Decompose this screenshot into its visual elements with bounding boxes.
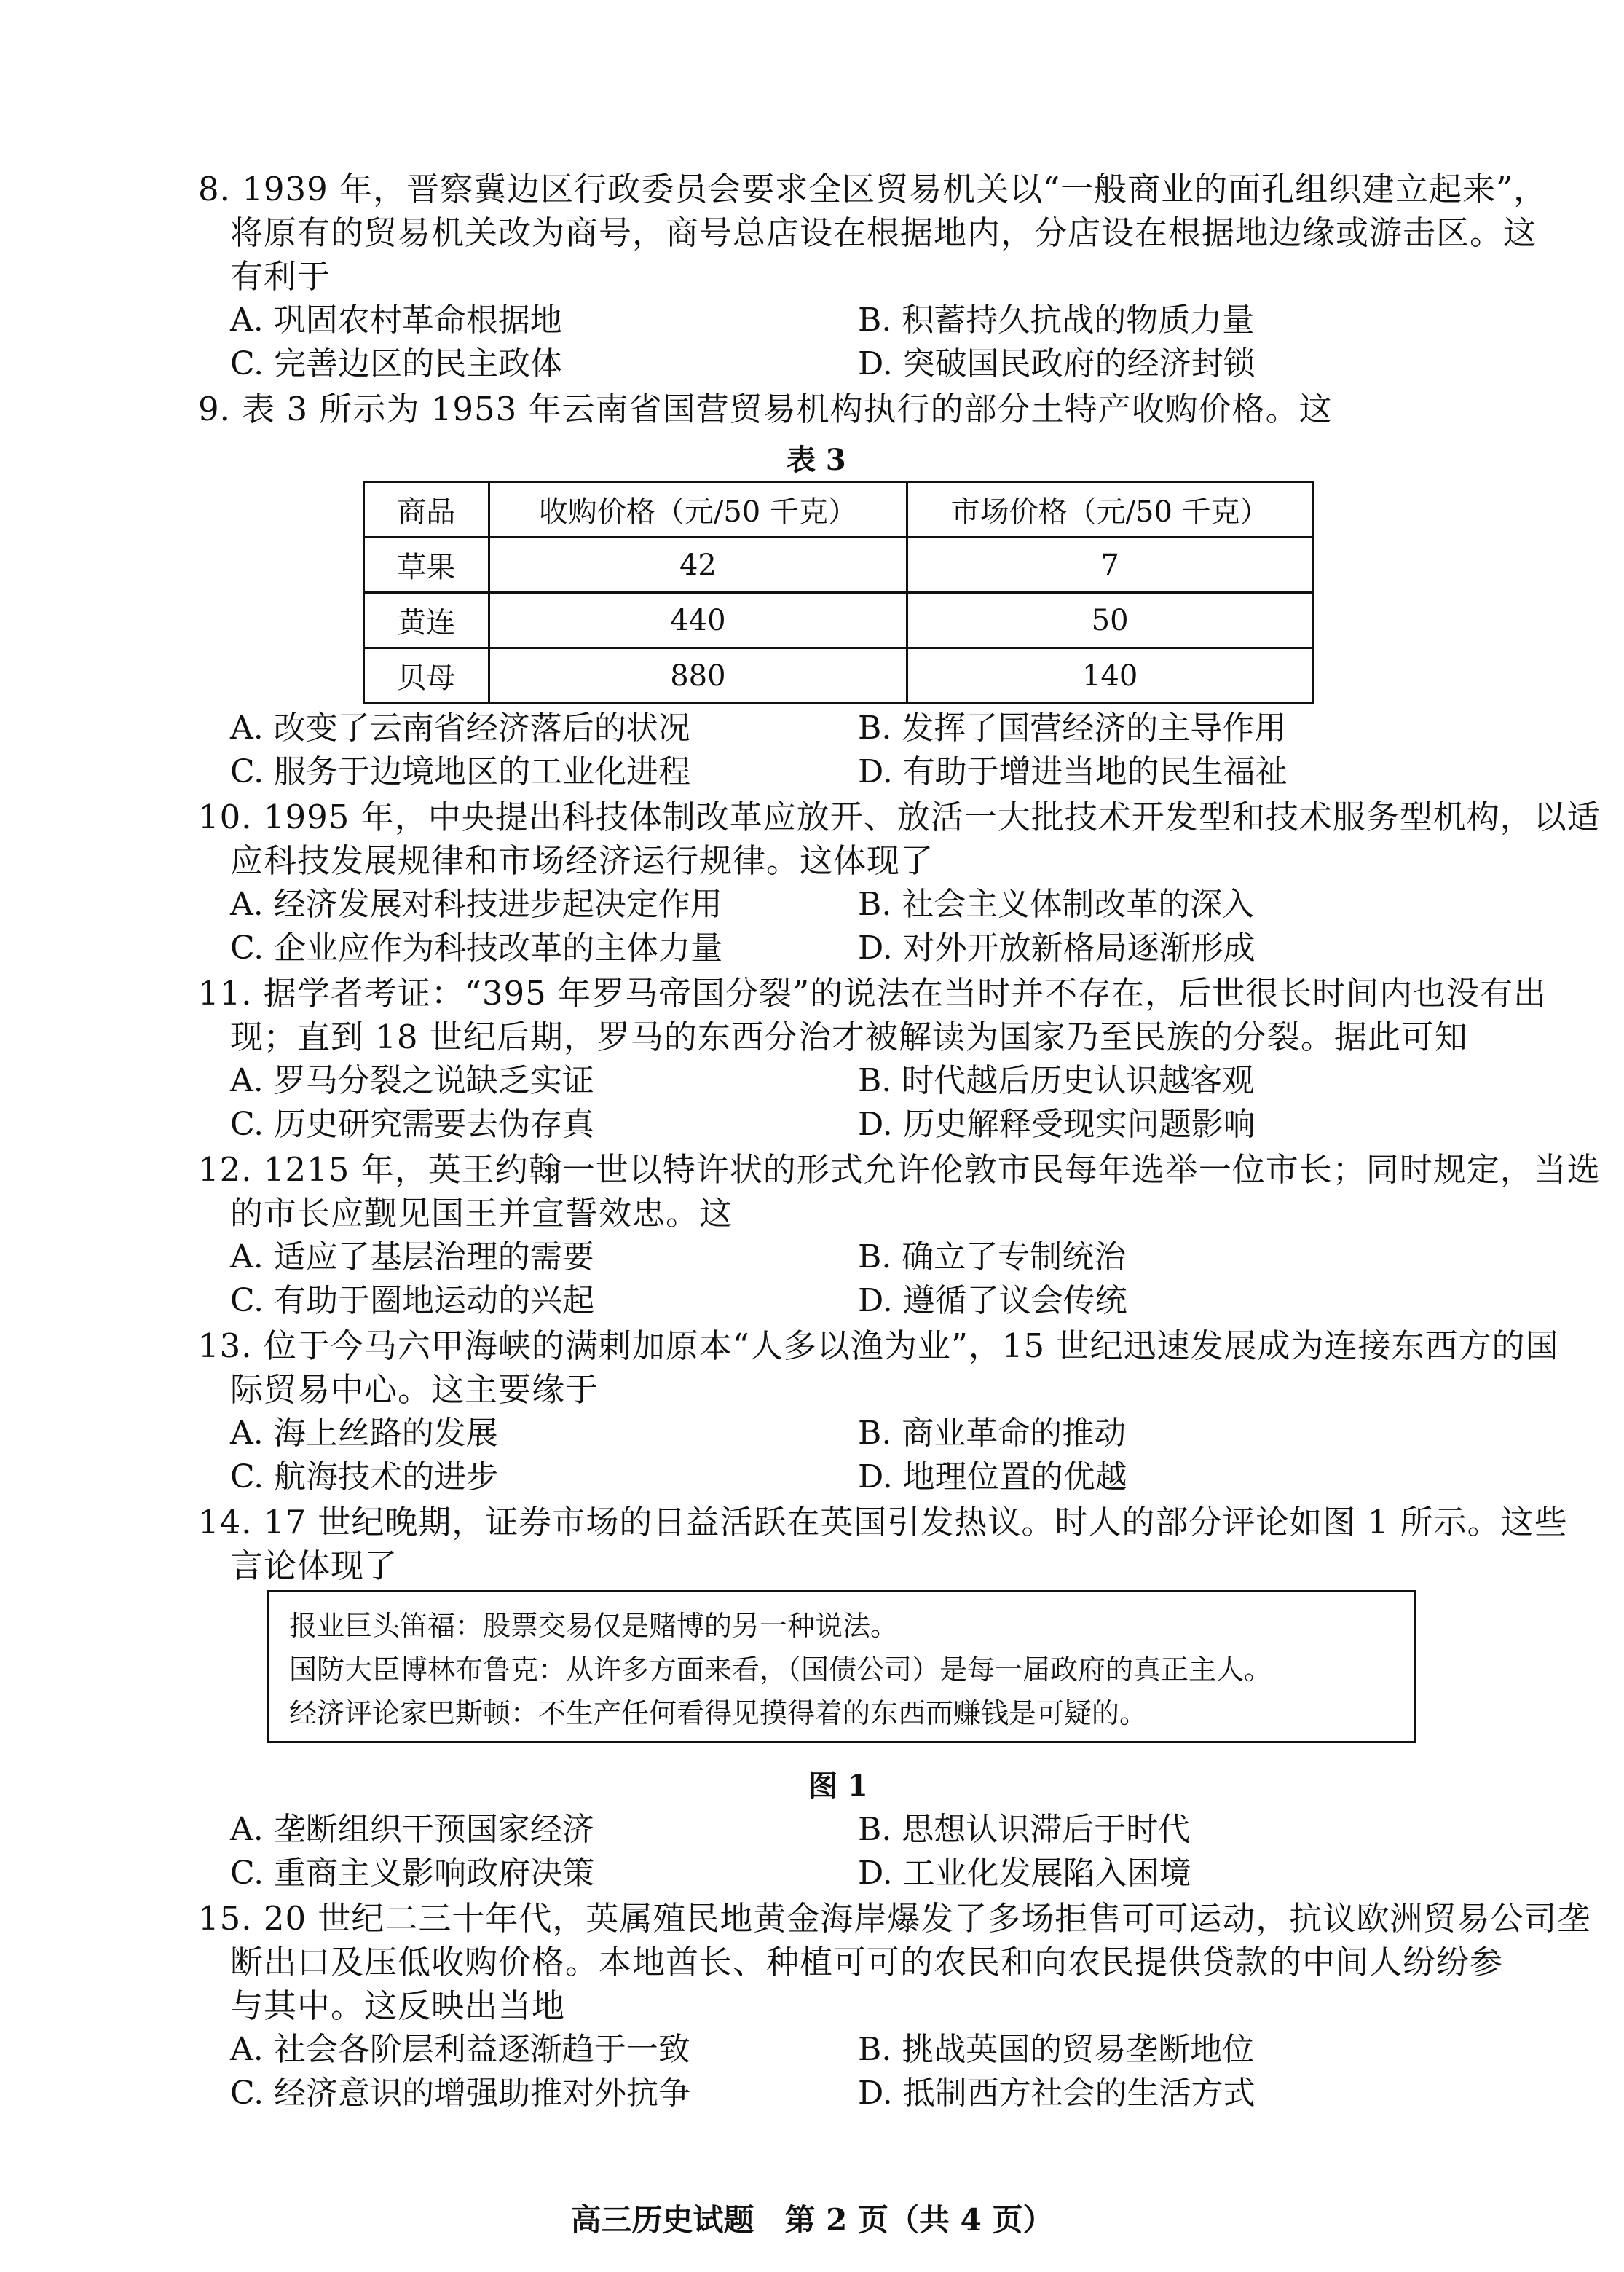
table-cell: 440	[489, 593, 907, 648]
q8-option-b: B. 积蓄持久抗战的物质力量	[858, 302, 1255, 339]
q14-line-1: 14. 17 世纪晚期，证券市场的日益活跃在英国引发热议。时人的部分评论如图 1 所示。这些	[198, 1503, 1568, 1541]
table-cell: 草果	[364, 538, 489, 593]
q9-line-1: 9. 表 3 所示为 1953 年云南省国营贸易机构执行的部分土特产收购价格。这	[198, 390, 1333, 428]
quote-defoe: 报业巨头笛福：股票交易仅是赌博的另一种说法。	[289, 1610, 899, 1642]
q13-option-b: B. 商业革命的推动	[858, 1415, 1127, 1452]
q8-line-2: 将原有的贸易机关改为商号，商号总店设在根据地内，分店设在根据地边缘或游击区。这	[230, 213, 1537, 252]
q10-option-d: D. 对外开放新格局逐渐形成	[858, 929, 1256, 967]
q13-option-a: A. 海上丝路的发展	[230, 1415, 498, 1452]
q8-option-d: D. 突破国民政府的经济封锁	[858, 345, 1256, 382]
q11-option-d: D. 历史解释受现实问题影响	[858, 1106, 1256, 1143]
quote-baston: 经济评论家巴斯顿：不生产任何看得见摸得着的东西而赚钱是可疑的。	[289, 1697, 1148, 1729]
q8-option-a: A. 巩固农村革命根据地	[230, 302, 562, 339]
table-caption: 表 3	[787, 443, 846, 477]
q12-line-1: 12. 1215 年，英王约翰一世以特许状的形式允许伦敦市民每年选举一位市长；同时规定，当选	[198, 1150, 1601, 1189]
q15-line-1: 15. 20 世纪二三十年代，英属殖民地黄金海岸爆发了多场拒售可可运动，抗议欧洲贸易公司垄	[198, 1899, 1591, 1938]
table-header-cell: 商品	[364, 482, 489, 538]
quotes-box	[267, 1590, 1416, 1743]
q10-option-c: C. 企业应作为科技改革的主体力量	[230, 929, 723, 967]
table-header-cell: 市场价格（元/50 千克）	[907, 482, 1313, 538]
table-cell: 880	[489, 648, 907, 704]
q14-option-b: B. 思想认识滞后于时代	[858, 1811, 1191, 1848]
q13-line-1: 13. 位于今马六甲海峡的满剌加原本“人多以渔为业”，15 世纪迅速发展成为连接东西方的国	[198, 1326, 1559, 1365]
q15-option-a: A. 社会各阶层利益逐渐趋于一致	[230, 2031, 690, 2068]
table-row	[364, 593, 1313, 648]
q15-line-3: 与其中。这反映出当地	[230, 1986, 566, 2025]
table-header-cell: 收购价格（元/50 千克）	[489, 482, 907, 538]
q13-option-d: D. 地理位置的优越	[858, 1458, 1127, 1495]
q12-option-a: A. 适应了基层治理的需要	[230, 1238, 594, 1275]
price-table	[363, 481, 1314, 704]
q9-option-d: D. 有助于增进当地的民生福祉	[858, 753, 1288, 790]
table-header-row	[364, 482, 1313, 538]
q15-option-c: C. 经济意识的增强助推对外抗争	[230, 2075, 691, 2112]
q9-option-b: B. 发挥了国营经济的主导作用	[858, 709, 1287, 747]
q10-line-2: 应科技发展规律和市场经济运行规律。这体现了	[230, 841, 934, 880]
quote-bolingbroke: 国防大臣博林布鲁克：从许多方面来看，（国债公司）是每一届政府的真正主人。	[289, 1654, 1272, 1686]
q14-option-a: A. 垄断组织干预国家经济	[230, 1811, 594, 1848]
q8-line-1: 8. 1939 年，晋察冀边区行政委员会要求全区贸易机关以“一般商业的面孔组织建立起来”，	[198, 170, 1548, 208]
q11-option-b: B. 时代越后历史认识越客观	[858, 1062, 1255, 1099]
table-row	[364, 538, 1313, 593]
q11-line-1: 11. 据学者考证：“395 年罗马帝国分裂”的说法在当时并不存在，后世很长时间内也没有出	[198, 974, 1548, 1013]
q11-line-2: 现；直到 18 世纪后期，罗马的东西分治才被解读为国家乃至民族的分裂。据此可知	[230, 1018, 1468, 1056]
q12-option-b: B. 确立了专制统治	[858, 1238, 1127, 1275]
page-footer: 高三历史试题 第 2 页（共 4 页）	[570, 2202, 1054, 2238]
q12-line-2: 的市长应觐见国王并宣誓效忠。这	[230, 1194, 733, 1233]
q8-line-3: 有利于	[230, 257, 331, 296]
table-cell: 42	[489, 538, 907, 593]
q15-option-d: D. 抵制西方社会的生活方式	[858, 2075, 1256, 2112]
q14-option-d: D. 工业化发展陷入困境	[858, 1855, 1191, 1892]
q10-line-1: 10. 1995 年，中央提出科技体制改革应放开、放活一大批技术开发型和技术服务型机构，以适	[198, 798, 1601, 836]
q12-option-d: D. 遵循了议会传统	[858, 1282, 1127, 1319]
q9-option-c: C. 服务于边境地区的工业化进程	[230, 753, 691, 790]
table-cell: 黄连	[364, 593, 489, 648]
table-cell: 50	[907, 593, 1313, 648]
q15-line-2: 断出口及压低收购价格。本地酋长、种植可可的农民和向农民提供贷款的中间人纷纷参	[230, 1943, 1504, 1981]
q13-option-c: C. 航海技术的进步	[230, 1458, 499, 1495]
q14-line-2: 言论体现了	[230, 1546, 398, 1585]
figure-caption: 图 1	[808, 1769, 868, 1803]
table-cell: 贝母	[364, 648, 489, 704]
q10-option-a: A. 经济发展对科技进步起决定作用	[230, 886, 722, 923]
table-cell: 7	[907, 538, 1313, 593]
q15-option-b: B. 挑战英国的贸易垄断地位	[858, 2031, 1255, 2068]
table-row	[364, 648, 1313, 704]
q13-line-2: 际贸易中心。这主要缘于	[230, 1370, 599, 1409]
q12-option-c: C. 有助于圈地运动的兴起	[230, 1282, 595, 1319]
q10-option-b: B. 社会主义体制改革的深入	[858, 886, 1255, 923]
q8-option-c: C. 完善边区的民主政体	[230, 345, 563, 382]
q9-option-a: A. 改变了云南省经济落后的状况	[230, 709, 690, 747]
table-cell: 140	[907, 648, 1313, 704]
q11-option-c: C. 历史研究需要去伪存真	[230, 1106, 595, 1143]
q14-option-c: C. 重商主义影响政府决策	[230, 1855, 595, 1892]
q11-option-a: A. 罗马分裂之说缺乏实证	[230, 1062, 594, 1099]
